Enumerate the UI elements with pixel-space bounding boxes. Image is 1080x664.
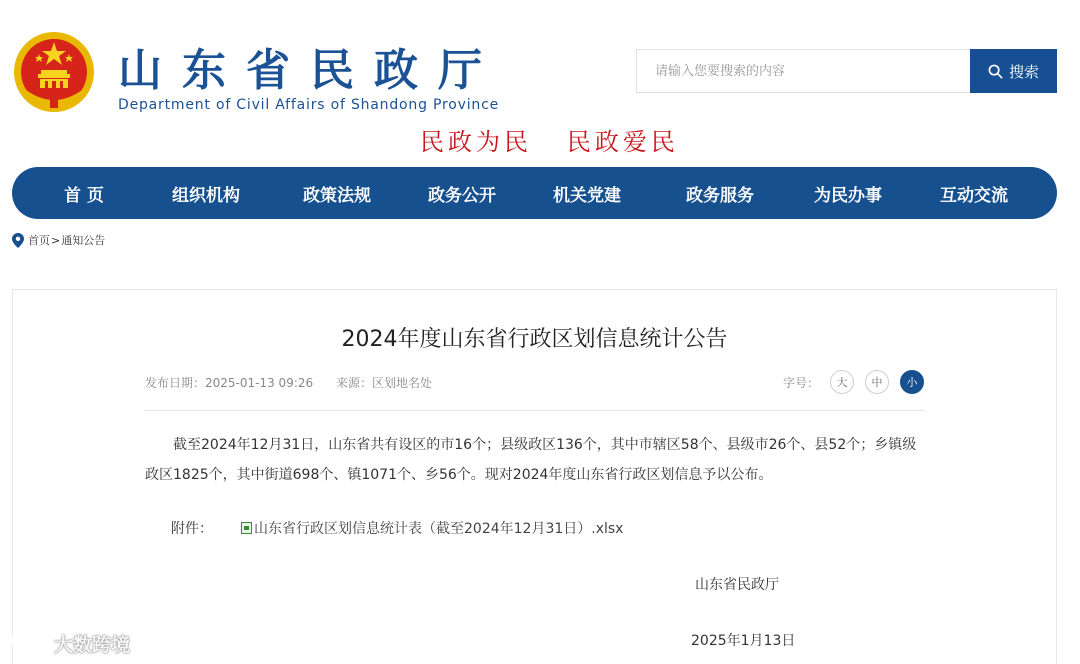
signature-organization: 山东省民政厅 — [695, 577, 779, 593]
font-size-medium-button[interactable]: 中 — [865, 370, 889, 394]
nav-item-interaction[interactable]: 互动交流 — [940, 186, 1008, 206]
location-pin-icon — [12, 233, 24, 248]
site-header — [0, 0, 1080, 160]
attachment-label: 附件： — [171, 521, 213, 537]
watermark — [10, 630, 130, 657]
search-input[interactable] — [637, 50, 970, 92]
article-body: 截至2024年12月31日，山东省共有设区的市16个；县级政区136个，其中市辖区58个、县级市26个、县52个；乡镇级政区1825个，其中街道698个、镇1071个、乡56个。现对2024年度山东省行政区划信息予以公布。 — [145, 437, 917, 483]
attachment-link[interactable] — [241, 518, 623, 538]
nav-item-for-the-people[interactable]: 为民办事 — [814, 186, 882, 206]
search-button-label: 搜索 — [1008, 62, 1039, 81]
nav-item-government-affairs[interactable]: 政务公开 — [428, 186, 496, 206]
signature-date: 2025年1月13日 — [691, 633, 796, 649]
main-nav — [12, 167, 1057, 219]
breadcrumb-current[interactable]: 通知公告 — [61, 234, 106, 247]
site-slogan: 民政为民 民政爱民 — [420, 128, 679, 156]
article-panel — [12, 289, 1057, 664]
national-emblem-icon[interactable] — [12, 30, 96, 114]
search-box — [636, 49, 970, 93]
breadcrumb-separator: > — [51, 233, 61, 247]
nav-item-services[interactable]: 政务服务 — [686, 186, 754, 206]
nav-item-organization[interactable]: 组织机构 — [172, 186, 240, 206]
site-title[interactable]: 山东省民政厅 — [118, 45, 502, 96]
nav-item-policy[interactable]: 政策法规 — [303, 186, 371, 206]
nav-item-party-building[interactable]: 机关党建 — [553, 186, 621, 206]
font-size-large-button[interactable]: 大 — [830, 370, 854, 394]
nav-item-home[interactable]: 首 页 — [64, 186, 104, 206]
breadcrumb-home[interactable]: 首页 — [28, 234, 50, 247]
site-subtitle: Department of Civil Affairs of Shandong Province — [118, 97, 499, 113]
font-size-switcher — [783, 370, 924, 394]
attachment-name[interactable]: 山东省行政区划信息统计表（截至2024年12月31日）.xlsx — [254, 521, 624, 537]
watermark-logo-icon — [10, 632, 50, 656]
article-title: 2024年度山东省行政区划信息统计公告 — [341, 327, 728, 352]
xlsx-file-icon — [241, 522, 252, 534]
font-size-label: 字号： — [783, 375, 820, 390]
search-icon — [988, 64, 1003, 79]
font-size-small-button[interactable]: 小 — [900, 370, 924, 394]
meta-divider — [145, 410, 925, 411]
search-button[interactable] — [970, 49, 1057, 93]
article-meta: 发布日期：2025-01-13 09:26 来源：区划地名处 — [145, 376, 433, 390]
watermark-text: 大数跨境 — [54, 634, 131, 656]
breadcrumb — [12, 232, 105, 248]
